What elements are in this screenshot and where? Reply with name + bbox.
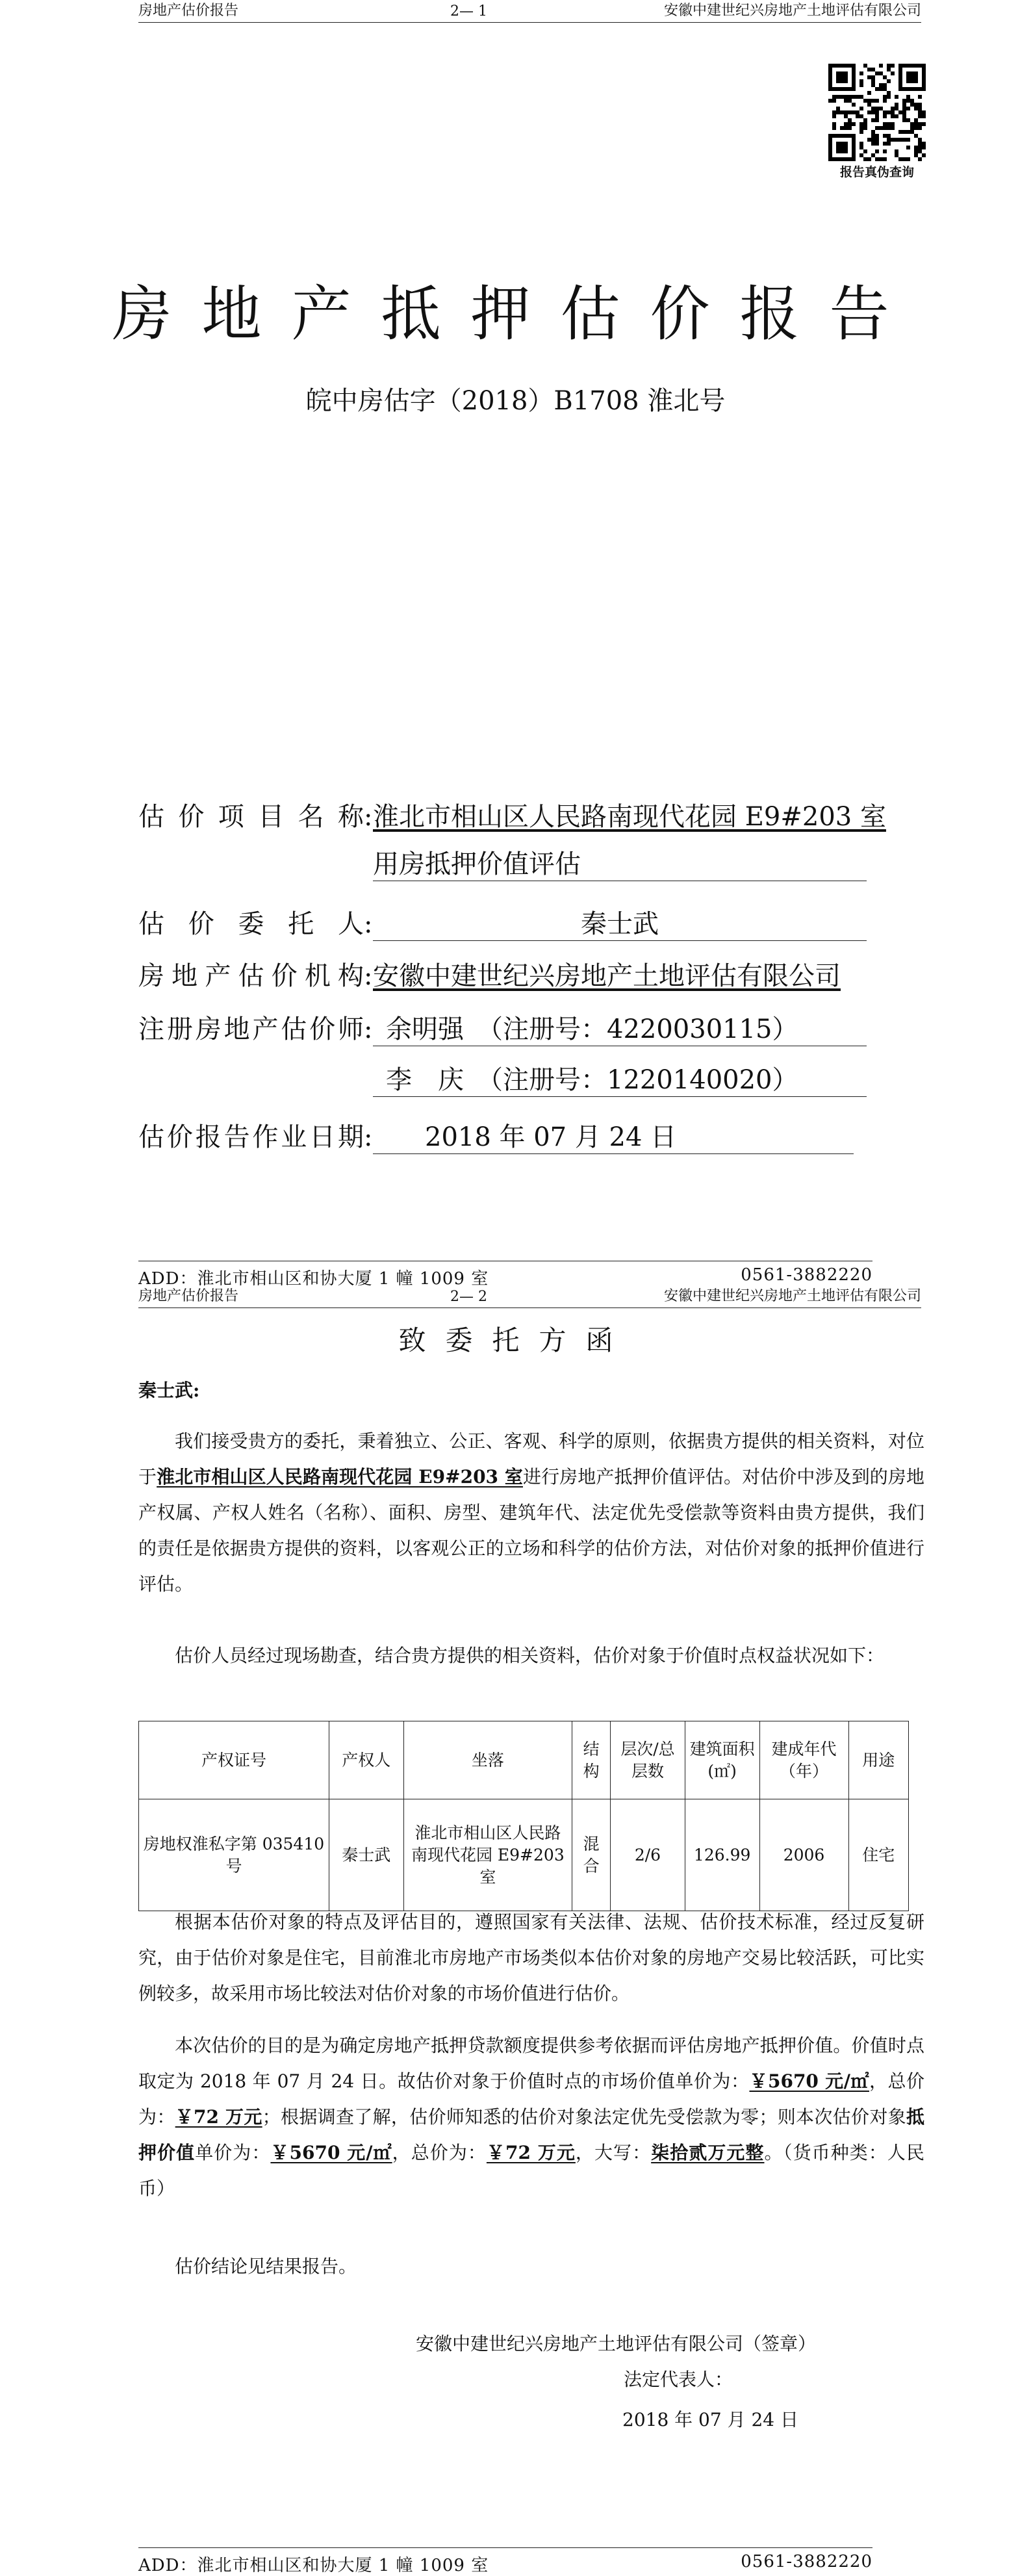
date-label: 估价报告作业日期 <box>138 1122 364 1152</box>
project-value-line2: 用房抵押价值评估 <box>373 844 867 881</box>
project-row <box>138 796 886 833</box>
property-table <box>138 1721 909 1911</box>
appraiser-row-2 <box>373 1059 867 1097</box>
text: ；根据调查了解，估价师知悉的估价对象法定优先受偿款为零；则本次估价对象 <box>262 2106 906 2128</box>
total-price: ￥72 万元 <box>175 2106 262 2128</box>
table-header-row <box>139 1721 909 1799</box>
report-number: 皖中房估字（2018）B1708 淮北号 <box>305 386 726 416</box>
table-header: 层次/总层数 <box>611 1721 685 1799</box>
table-header: 用途 <box>848 1721 909 1799</box>
report-title: 房地产抵押估价报告 <box>112 279 919 349</box>
client-row <box>138 903 867 941</box>
text: 单价为： <box>195 2142 271 2163</box>
appraiser-2: 李 庆 （注册号：1220140020） <box>373 1059 867 1097</box>
project-label: 估价项目名称 <box>138 802 364 832</box>
text: 。（货币种类：人民币） <box>138 2142 924 2199</box>
text: ，总价为： <box>138 2070 925 2128</box>
agency-value: 安徽中建世纪兴房地产土地评估有限公司 <box>373 961 841 991</box>
mortgage-total-price: ￥72 万元 <box>486 2142 576 2163</box>
text: ，大写： <box>575 2142 652 2163</box>
table-cell: 秦士武 <box>329 1799 403 1911</box>
colon: : <box>364 1122 373 1152</box>
table-cell: 126.99 <box>685 1799 759 1911</box>
appraiser-label: 注册房地产估价师 <box>138 1014 364 1044</box>
qr-caption: 报告真伪查询 <box>839 165 914 179</box>
text: ，总价为： <box>392 2142 487 2163</box>
mortgage-unit-price: ￥5670 元/㎡ <box>270 2142 392 2163</box>
amount-in-words: 柒拾贰万元整 <box>651 2142 765 2163</box>
table-cell: 淮北市相山区人民路南现代花园 E9#203 室 <box>403 1799 572 1911</box>
date-row <box>138 1116 854 1154</box>
project-value: 淮北市相山区人民路南现代花园 E9#203 室 <box>373 802 886 832</box>
table-row <box>139 1799 909 1911</box>
mortgage-value: 抵押价值 <box>138 2106 924 2163</box>
project-row-2 <box>373 844 867 881</box>
footer-address: ADD：淮北市相山区和协大厦 1 幢 1009 室 <box>138 1269 489 1289</box>
header-left: 房地产估价报告 <box>138 3 239 19</box>
letter-salutation: 秦士武: <box>138 1380 200 1401</box>
page-header <box>138 1285 921 1308</box>
table-cell: 2006 <box>759 1799 848 1911</box>
footer-phone: 0561-3882220 <box>741 1265 872 1285</box>
footer-address: ADD：淮北市相山区和协大厦 1 幢 1009 室 <box>138 2556 489 2575</box>
client-label: 估价委托人 <box>138 909 364 939</box>
colon: : <box>364 1014 373 1044</box>
agency-row <box>138 955 841 992</box>
table-cell: 混合 <box>572 1799 611 1911</box>
signature-representative: 法定代表人： <box>624 2369 733 2390</box>
table-header: 坐落 <box>403 1721 572 1799</box>
letter-title: 致委托方函 <box>398 1324 633 1356</box>
table-cell: 房地权淮私字第 035410 号 <box>139 1799 329 1911</box>
header-right: 安徽中建世纪兴房地产土地评估有限公司 <box>663 3 921 19</box>
text: 本次估价的目的是为确定房地产抵押贷款额度提供参考依据而评估房地产抵押价值。价值时点取定为 2018 年 07 月 24 日。故估价对象于价值时点的市场价值单价为： <box>138 2035 924 2092</box>
text: 我们接受贵方的委托，秉着独立、公正、客观、科学的原则，依据贵方提供的相关资料，对位于 <box>138 1430 924 1488</box>
letter-paragraph-5: 估价结论见结果报告。 <box>175 2256 357 2277</box>
signature-date: 2018 年 07 月 24 日 <box>622 2409 799 2430</box>
table-header: 产权证号 <box>139 1721 329 1799</box>
table-header: 建筑面积(㎡) <box>685 1721 759 1799</box>
page-footer <box>138 2547 872 2576</box>
header-page-number: 2— 1 <box>450 3 487 19</box>
header-page-number: 2— 2 <box>450 1289 487 1305</box>
letter-paragraph-4 <box>138 2028 924 2206</box>
letter-paragraph-2: 估价人员经过现场勘查，结合贵方提供的相关资料，估价对象于价值时点权益状况如下： <box>175 1645 885 1666</box>
header-left: 房地产估价报告 <box>138 1288 239 1304</box>
letter-paragraph-1 <box>138 1423 924 1602</box>
table-cell: 住宅 <box>848 1799 909 1911</box>
footer-phone: 0561-3882220 <box>741 2552 872 2571</box>
agency-label: 房地产估价机构 <box>138 961 364 991</box>
colon: : <box>364 802 373 832</box>
signature-company: 安徽中建世纪兴房地产土地评估有限公司（签章） <box>416 2333 817 2354</box>
letter-paragraph-3: 根据本估价对象的特点及评估目的，遵照国家有关法律、法规、估价技术标准，经过反复研究，由于估价对象是住宅，目前淮北市房地产市场类似本估价对象的房地产交易比较活跃，可比实例较多，故采用市场比较法对估价对象的市场价值进行估价。 <box>138 1911 924 2004</box>
unit-price: ￥5670 元/㎡ <box>749 2070 869 2092</box>
table-header: 建成年代（年） <box>759 1721 848 1799</box>
text: 进行房地产抵押价值评估。对估价中涉及到的房地产权属、产权人姓名（名称）、面积、房型、建筑年代、法定优先受偿款等资料由贵方提供，我们的责任是依据贵方提供的资料，以客观公正的立场和科学的估价方法，对估价对象的抵押价值进行评估。 <box>138 1466 924 1595</box>
date-value: 2018 年 07 月 24 日 <box>373 1116 854 1154</box>
colon: : <box>364 909 373 939</box>
appraiser-row <box>138 1009 867 1046</box>
table-header: 结构 <box>572 1721 611 1799</box>
header-right: 安徽中建世纪兴房地产土地评估有限公司 <box>663 1288 921 1304</box>
colon: : <box>364 961 373 991</box>
property-address: 淮北市相山区人民路南现代花园 E9#203 室 <box>157 1466 523 1488</box>
table-header: 产权人 <box>329 1721 403 1799</box>
client-value: 秦士武 <box>373 903 867 941</box>
page-header <box>138 0 921 23</box>
qr-code[interactable] <box>828 64 926 161</box>
table-cell: 2/6 <box>611 1799 685 1911</box>
appraiser-1: 余明强 （注册号：4220030115） <box>373 1009 867 1046</box>
